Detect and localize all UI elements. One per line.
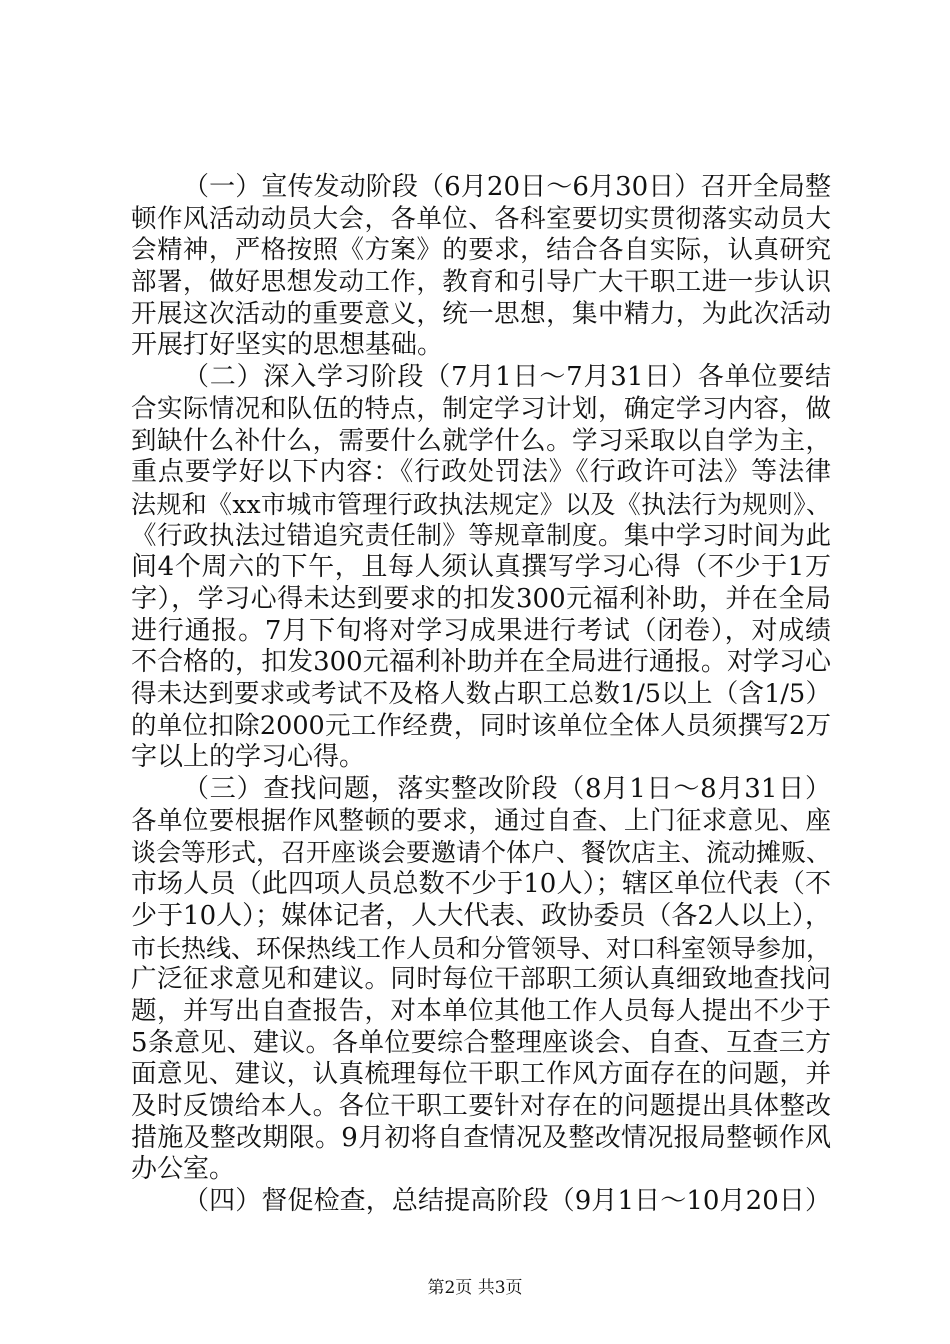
paragraph-line: 办公室。: [131, 1154, 236, 1185]
paragraph-line: 进行通报。7月下旬将对学习成果进行考试（闭卷），对成绩: [131, 615, 831, 646]
paragraph-line: （三）查找问题，落实整改阶段（8月1日～8月31日）: [183, 774, 831, 805]
paragraph-line: （一）宣传发动阶段（6月20日～6月30日）召开全局整: [183, 172, 831, 202]
paragraph-line: 得未达到要求或考试不及格人数占职工总数1/5以上（含1/5）: [131, 679, 831, 709]
paragraph-line: 少于10人）；媒体记者，人大代表、政协委员（各2人以上），: [131, 900, 831, 931]
paragraph-line: 字），学习心得未达到要求的扣发300元福利补助，并在全局: [131, 583, 831, 614]
paragraph-line: 市长热线、环保热线工作人员和分管领导、对口科室领导参加，: [131, 933, 832, 963]
paragraph-rectification-stage: [131, 774, 831, 1186]
paragraph-line: 的单位扣除2000元工作经费，同时该单位全体人员须撰写2万: [131, 710, 831, 741]
paragraph-line: 及时反馈给本人。各位干职工要针对存在的问题提出具体整改: [131, 1090, 831, 1121]
paragraph-line: （四）督促检查，总结提高阶段（9月1日～10月20日）: [183, 1186, 831, 1216]
paragraph-line: （二）深入学习阶段（7月1日～7月31日）各单位要结: [183, 362, 831, 393]
paragraph-line: 间4个周六的下午，且每人须认真撰写学习心得（不少于1万: [131, 552, 831, 583]
paragraph-inspection-stage: [131, 1186, 831, 1218]
paragraph-line: 市场人员（此四项人员总数不少于10人）；辖区单位代表（不: [131, 869, 831, 900]
paragraph-line: 《行政执法过错追究责任制》等规章制度。集中学习时间为此: [131, 520, 831, 551]
paragraph-line: 合实际情况和队伍的特点，制定学习计划，确定学习内容，做: [131, 393, 831, 424]
paragraph-line: 5条意见、建议。各单位要综合整理座谈会、自查、互查三方: [131, 1027, 831, 1058]
paragraph-line: 到缺什么补什么，需要什么就学什么。学习采取以自学为主，: [131, 425, 831, 456]
paragraph-line: 措施及整改期限。9月初将自查情况及整改情况报局整顿作风: [131, 1122, 831, 1153]
paragraph-study-stage: [131, 362, 831, 774]
paragraph-line: 会精神，严格按照《方案》的要求，结合各自实际，认真研究: [131, 235, 831, 266]
paragraph-line: 字以上的学习心得。: [131, 742, 366, 773]
paragraph-line: 题，并写出自查报告，对本单位其他工作人员每人提出不少于: [131, 995, 831, 1026]
page-number-footer: 第2页 共3页: [427, 1278, 523, 1298]
paragraph-line: 重点要学好以下内容：《行政处罚法》《行政许可法》等法律: [131, 457, 831, 488]
paragraph-line: 顿作风活动动员大会，各单位、各科室要切实贯彻落实动员大: [131, 203, 831, 234]
document-body: [131, 172, 831, 1218]
paragraph-propaganda-stage: [131, 172, 831, 362]
paragraph-line: 开展打好坚实的思想基础。: [131, 330, 444, 361]
paragraph-line: 开展这次活动的重要意义，统一思想，集中精力，为此次活动: [131, 298, 831, 329]
paragraph-line: 各单位要根据作风整顿的要求，通过自查、上门征求意见、座: [131, 805, 831, 836]
paragraph-line: 谈会等形式，召开座谈会要邀请个体户、餐饮店主、流动摊贩、: [131, 838, 832, 868]
paragraph-line: 面意见、建议，认真梳理每位干职工作风方面存在的问题，并: [131, 1059, 831, 1090]
paragraph-line: 部署，做好思想发动工作，教育和引导广大干职工进一步认识: [131, 267, 831, 298]
paragraph-line: 广泛征求意见和建议。同时每位干部职工须认真细致地查找问: [131, 964, 831, 995]
paragraph-line: 不合格的，扣发300元福利补助并在全局进行通报。对学习心: [131, 647, 831, 678]
paragraph-line: 法规和《xx市城市管理行政执法规定》以及《执法行为规则》、: [131, 489, 831, 519]
